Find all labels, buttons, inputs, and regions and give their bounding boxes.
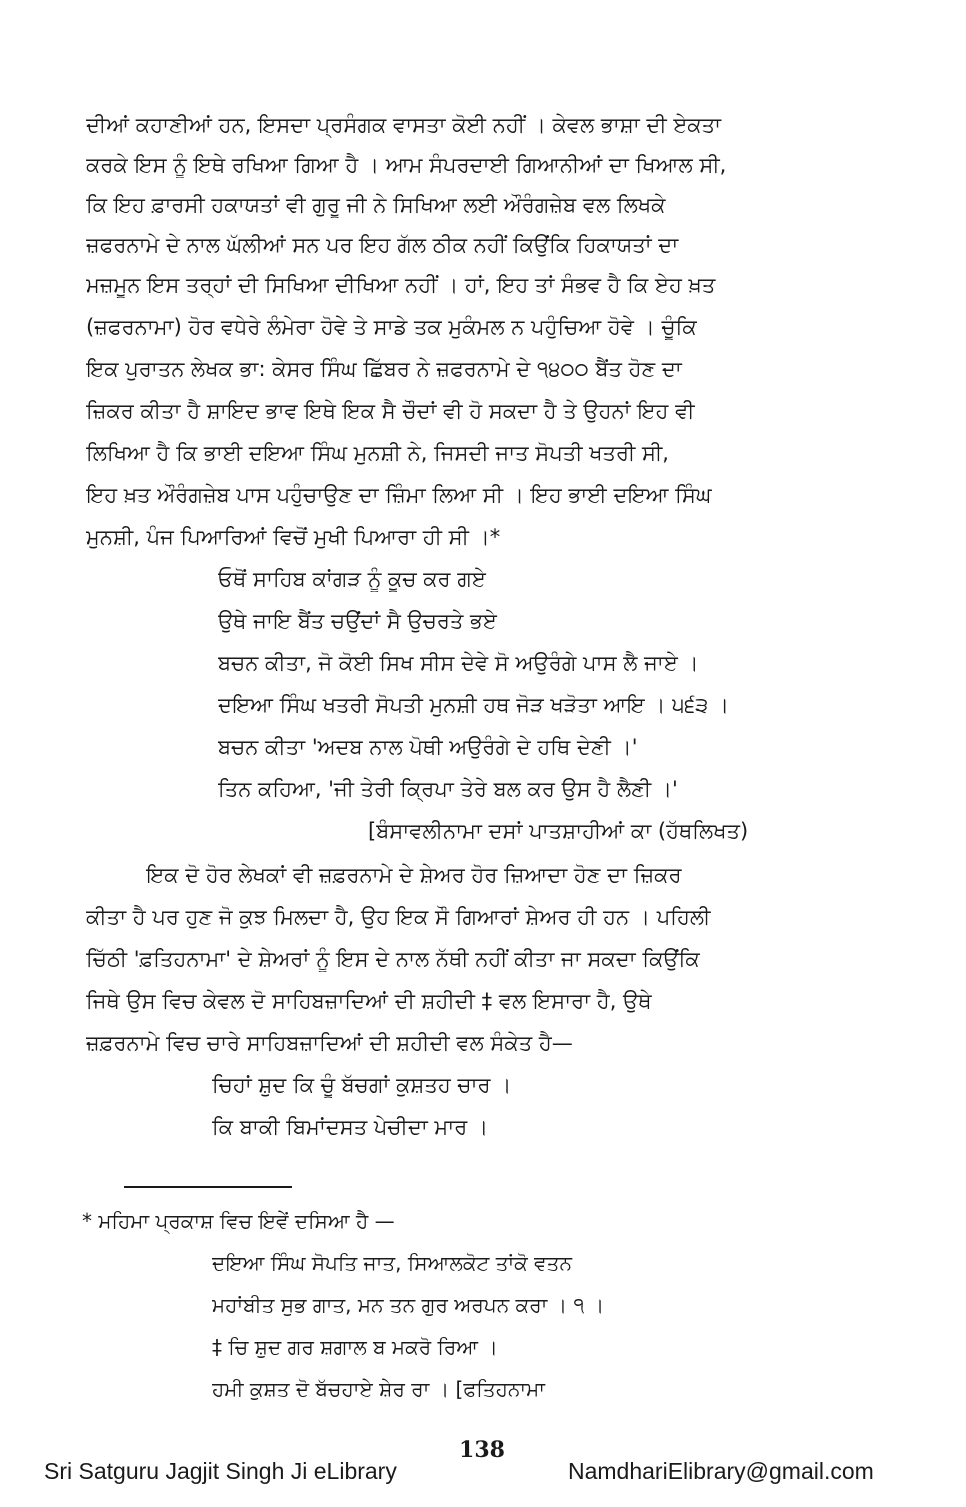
verse-line: ਦਇਆ ਸਿੰਘ ਖਤਰੀ ਸੋਪਤੀ ਮੁਨਸ਼ੀ ਹਥ ਜੋੜ ਖੜੋਤਾ ਆਇ । ੫੬੩ । — [218, 693, 730, 717]
footnote-intro: * ਮਹਿਮਾ ਪ੍ਰਕਾਸ਼ ਵਿਚ ਇਵੇਂ ਦਸਿਆ ਹੈ — — [82, 1209, 395, 1233]
paragraph-line: ਲਿਖਿਆ ਹੈ ਕਿ ਭਾਈ ਦਇਆ ਸਿੰਘ ਮੁਨਸ਼ੀ ਨੇ, ਜਿਸਦੀ ਜਾਤ ਸੋਪਤੀ ਖਤਰੀ ਸੀ, — [86, 441, 669, 465]
verse-line: ਤਿਨ ਕਹਿਆ, 'ਜੀ ਤੇਰੀ ਕ੍ਰਿਪਾ ਤੇਰੇ ਬਲ ਕਰ ਉਸ ਹੈ ਲੈਣੀ ।' — [218, 777, 678, 801]
paragraph-line: ਕਿ ਇਹ ਫ਼ਾਰਸੀ ਹਕਾਯਤਾਂ ਵੀ ਗੁਰੂ ਜੀ ਨੇ ਸਿਖਿਆ ਲਈ ਔਰੰਗਜ਼ੇਬ ਵਲ ਲਿਖਕੇ — [86, 193, 666, 217]
verse-line: ਉਥੇ ਜਾਇ ਬੈਂਤ ਚਉਂਦਾਂ ਸੈ ਉਚਰਤੇ ਭਏ — [218, 609, 497, 633]
paragraph-line: ਜਿਥੇ ਉਸ ਵਿਚ ਕੇਵਲ ਦੋ ਸਾਹਿਬਜ਼ਾਦਿਆਂ ਦੀ ਸ਼ਹੀਦੀ ‡ ਵਲ ਇਸਾਰਾ ਹੈ, ਉਥੇ — [86, 989, 652, 1013]
source-citation: [ਬੰਸਾਵਲੀਨਾਮਾ ਦਸਾਂ ਪਾਤਸ਼ਾਹੀਆਂ ਕਾ (ਹੱਥਲਿਖਤ) — [368, 819, 749, 843]
paragraph-line: ਕਰਕੇ ਇਸ ਨੂੰ ਇਥੇ ਰਖਿਆ ਗਿਆ ਹੈ । ਆਮ ਸੰਪਰਦਾਈ ਗਿਆਨੀਆਂ ਦਾ ਖਿਆਲ ਸੀ, — [86, 153, 727, 177]
paragraph-line: ਜ਼ਫ਼ਰਨਾਮੇ ਵਿਚ ਚਾਰੇ ਸਾਹਿਬਜ਼ਾਦਿਆਂ ਦੀ ਸ਼ਹੀਦੀ ਵਲ ਸੰਕੇਤ ਹੈ— — [86, 1031, 573, 1055]
contact-email: NamdhariElibrary@gmail.com — [568, 1458, 874, 1484]
verse-line: ਚਿਹਾਂ ਸ਼ੁਦ ਕਿ ਚੂੰ ਬੱਚਗਾਂ ਕੁਸ਼ਤਹ ਚਾਰ । — [212, 1073, 512, 1097]
paragraph-line: ਮਜ਼ਮੂਨ ਇਸ ਤਰ੍ਹਾਂ ਦੀ ਸਿਖਿਆ ਦੀਖਿਆ ਨਹੀਂ । ਹਾਂ, ਇਹ ਤਾਂ ਸੰਭਵ ਹੈ ਕਿ ਏਹ ਖ਼ਤ — [86, 273, 716, 297]
verse-line: ਓਥੋਂ ਸਾਹਿਬ ਕਾਂਗੜ ਨੂੰ ਕੂਚ ਕਰ ਗਏ — [218, 567, 486, 591]
paragraph-line: ਜ਼ਫਰਨਾਮੇ ਦੇ ਨਾਲ ਘੱਲੀਆਂ ਸਨ ਪਰ ਇਹ ਗੱਲ ਠੀਕ ਨਹੀਂ ਕਿਉਂਕਿ ਹਿਕਾਯਤਾਂ ਦਾ — [86, 233, 679, 257]
paragraph-line: ਦੀਆਂ ਕਹਾਣੀਆਂ ਹਨ, ਇਸਦਾ ਪ੍ਰਸੰਗਕ ਵਾਸਤਾ ਕੋਈ ਨਹੀਂ । ਕੇਵਲ ਭਾਸ਼ਾ ਦੀ ਏਕਤਾ — [86, 113, 722, 137]
paragraph-line: (ਜ਼ਫਰਨਾਮਾ) ਹੋਰ ਵਧੇਰੇ ਲੰਮੇਰਾ ਹੋਵੇ ਤੇ ਸਾਡੇ ਤਕ ਮੁਕੰਮਲ ਨ ਪਹੁੰਚਿਆ ਹੋਵੇ । ਚੂੰਕਿ — [86, 315, 697, 339]
paragraph-line: ਇਕ ਪੁਰਾਤਨ ਲੇਖਕ ਭਾ: ਕੇਸਰ ਸਿੰਘ ਛਿੱਬਰ ਨੇ ਜ਼ਫਰਨਾਮੇ ਦੇ ੧੪੦੦ ਬੈਂਤ ਹੋਣ ਦਾ — [86, 357, 682, 381]
footnote-verse-line: ਮਹਾਂਬੀਤ ਸੁਭ ਗਾਤ, ਮਨ ਤਨ ਗੁਰ ਅਰਪਨ ਕਰਾ । ੧ । — [212, 1293, 605, 1317]
paragraph-line: ਕੀਤਾ ਹੈ ਪਰ ਹੁਣ ਜੋ ਕੁਝ ਮਿਲਦਾ ਹੈ, ਉਹ ਇਕ ਸੌ ਗਿਆਰਾਂ ਸ਼ੇਅਰ ਹੀ ਹਨ । ਪਹਿਲੀ — [86, 905, 711, 929]
paragraph-line: ਜ਼ਿਕਰ ਕੀਤਾ ਹੈ ਸ਼ਾਇਦ ਭਾਵ ਇਥੇ ਇਕ ਸੈ ਚੌਦਾਂ ਵੀ ਹੋ ਸਕਦਾ ਹੈ ਤੇ ਉਹਨਾਂ ਇਹ ਵੀ — [86, 399, 695, 423]
library-credit: Sri Satguru Jagjit Singh Ji eLibrary — [44, 1458, 397, 1484]
footnote-verse-line: ਦਇਆ ਸਿੰਘ ਸੋਪਤਿ ਜਾਤ, ਸਿਆਲਕੋਟ ਤਾਂਕੋ ਵਤਨ — [212, 1251, 572, 1275]
paragraph-line: ਇਕ ਦੋ ਹੋਰ ਲੇਖਕਾਂ ਵੀ ਜ਼ਫ਼ਰਨਾਮੇ ਦੇ ਸ਼ੇਅਰ ਹੋਰ ਜ਼ਿਆਦਾ ਹੋਣ ਦਾ ਜ਼ਿਕਰ — [146, 863, 682, 887]
paragraph-line: ਇਹ ਖ਼ਤ ਔਰੰਗਜ਼ੇਬ ਪਾਸ ਪਹੁੰਚਾਉਣ ਦਾ ਜ਼ਿੰਮਾ ਲਿਆ ਸੀ । ਇਹ ਭਾਈ ਦਇਆ ਸਿੰਘ — [86, 483, 712, 507]
footnote-verse-line: ਹਮੀ ਕੁਸ਼ਤ ਦੋ ਬੱਚਹਾਏ ਸ਼ੇਰ ਰਾ । [ਫਤਿਹਨਾਮਾ — [212, 1377, 546, 1401]
paragraph-line: ਚਿੱਠੀ 'ਫ਼ਤਿਹਨਾਮਾ' ਦੇ ਸ਼ੇਅਰਾਂ ਨੂੰ ਇਸ ਦੇ ਨਾਲ ਨੱਥੀ ਨਹੀਂ ਕੀਤਾ ਜਾ ਸਕਦਾ ਕਿਉਂਕਿ — [86, 947, 700, 971]
verse-line: ਬਚਨ ਕੀਤਾ 'ਅਦਬ ਨਾਲ ਪੋਥੀ ਅਉਰੰਗੇ ਦੇ ਹਥਿ ਦੇਣੀ ।' — [218, 735, 638, 759]
paragraph-line: ਮੁਨਸ਼ੀ, ਪੰਜ ਪਿਆਰਿਆਂ ਵਿਚੋਂ ਮੁਖੀ ਪਿਆਰਾ ਹੀ ਸੀ ।* — [86, 525, 501, 549]
verse-line: ਬਚਨ ਕੀਤਾ, ਜੋ ਕੋਈ ਸਿਖ ਸੀਸ ਦੇਵੇ ਸੋ ਅਉਰੰਗੇ ਪਾਸ ਲੈ ਜਾਏ । — [218, 651, 699, 675]
footnote-divider — [124, 1186, 292, 1188]
footnote-verse-line: ‡ ਚਿ ਸ਼ੁਦ ਗਰ ਸ਼ਗਾਲ ਬ ਮਕਰੋ ਰਿਆ । — [212, 1335, 498, 1359]
page-number: 138 — [459, 1437, 505, 1463]
verse-line: ਕਿ ਬਾਕੀ ਬਿਮਾਂਦਸਤ ਪੇਚੀਦਾ ਮਾਰ । — [212, 1115, 489, 1139]
